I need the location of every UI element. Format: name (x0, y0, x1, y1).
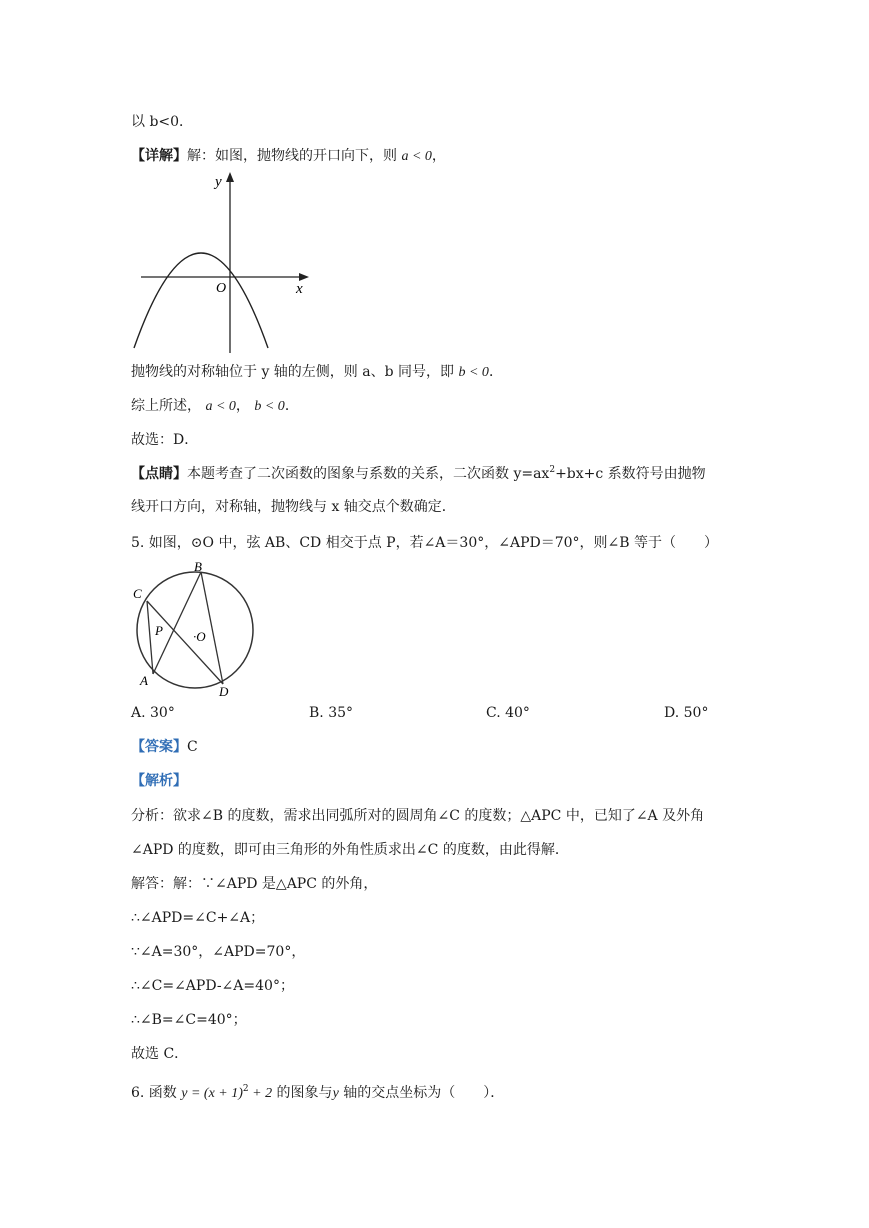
analysis-line (131, 1010, 247, 1030)
detail-tag: 【详解】 (131, 148, 187, 164)
y-axis-label: y (215, 174, 222, 190)
analysis-line (131, 874, 377, 894)
text-line (131, 497, 456, 517)
question-text: 轴的交点坐标为（ ）． (338, 1085, 505, 1101)
text-content: ． (488, 364, 503, 380)
answer-line (131, 737, 198, 757)
superscript: 2 (549, 465, 556, 475)
math-expression: y = (x + 1) (181, 1086, 243, 1101)
text-content: ∴∠APD=∠C+∠A； (131, 910, 265, 926)
option-d: D. 50° (664, 705, 709, 721)
math-expression: b < 0 (254, 399, 285, 414)
origin-label: O (216, 281, 227, 296)
option-c: C. 40° (486, 705, 530, 721)
text-content: ∠APD 的度数，即可由三角形的外角性质求出∠C 的度数，由此得解． (131, 842, 569, 858)
text-content: 故选 C． (131, 1046, 189, 1062)
analysis-tag: 【解析】 (131, 773, 187, 789)
text-content: 解：如图，抛物线的开口向下，则 (187, 148, 397, 164)
parabola-graph (131, 170, 321, 355)
text-content: 线开口方向，对称轴，抛物线与 x 轴交点个数确定． (131, 499, 456, 515)
text-line (131, 430, 198, 450)
question-5-stem (131, 533, 718, 553)
text-content: ， (431, 148, 446, 164)
tip-tag: 【点睛】 (131, 466, 187, 482)
question-text: 5. 如图，⊙O 中，弦 AB、CD 相交于点 P，若∠A＝30°，∠APD＝70°，则∠B 等于（ ） (131, 535, 718, 551)
analysis-line (131, 1044, 188, 1064)
text-content: 综上所述， (131, 398, 201, 414)
question-text: 6. 函数 (131, 1085, 177, 1101)
text-line (131, 112, 193, 132)
text-content: 故选：D． (131, 432, 199, 448)
text-content: ∴∠B=∠C=40°； (131, 1012, 247, 1028)
point-p-label: P (155, 623, 163, 638)
analysis-line (131, 840, 569, 860)
tip-line (131, 464, 706, 484)
x-axis-label: x (296, 281, 303, 297)
point-b-label: B (194, 560, 202, 574)
analysis-line (131, 942, 305, 962)
text-content: 本题考查了二次函数的图象与系数的关系，二次函数 y=ax (187, 466, 550, 482)
center-o-label: ·O (193, 629, 206, 644)
y-axis-arrow-icon (226, 172, 234, 182)
segment-bd (201, 572, 223, 684)
answer-tag: 【答案】 (131, 739, 187, 755)
math-expression: b < 0 (458, 365, 489, 380)
answer-value: C (187, 739, 198, 755)
math-expression: + 2 (248, 1086, 273, 1101)
text-content: ∴∠C=∠APD-∠A=40°； (131, 978, 294, 994)
math-expression: a < 0 (205, 399, 236, 414)
math-expression: a < 0 (401, 149, 432, 164)
text-content: +bx+c 系数符号由抛物 (555, 466, 706, 482)
question-text: 的图象与 (272, 1085, 333, 1101)
point-d-label: D (219, 684, 229, 699)
analysis-tag-line (131, 771, 187, 791)
text-content: 解答：解：∵∠APD 是△APC 的外角， (131, 876, 378, 892)
chord-cd (147, 601, 223, 684)
option-a: A. 30° (131, 705, 175, 721)
text-content: ． (284, 398, 299, 414)
circle-diagram (131, 560, 261, 700)
text-line (131, 396, 299, 417)
text-content: 抛物线的对称轴位于 y 轴的左侧，则 a、b 同号，即 (131, 364, 455, 380)
analysis-line (131, 908, 264, 928)
question-6-stem (131, 1083, 504, 1104)
analysis-line (131, 976, 294, 996)
text-content: 以 b<0． (131, 114, 194, 130)
analysis-line (131, 806, 704, 826)
text-content: 分析：欲求∠B 的度数，需求出同弧所对的圆周角∠C 的度数；△APC 中，已知了∠A 及外角 (131, 808, 705, 824)
option-b: B. 35° (309, 705, 354, 721)
superscript: 2 (242, 1084, 249, 1094)
x-axis-arrow-icon (299, 273, 309, 281)
point-a-label: A (140, 673, 148, 688)
detail-line (131, 146, 446, 167)
text-line (131, 362, 503, 383)
math-variable: y (332, 1086, 339, 1101)
point-c-label: C (133, 586, 142, 601)
text-content: ， (235, 398, 250, 414)
parabola-curve (134, 253, 268, 348)
text-content: ∵∠A=30°，∠APD=70°， (131, 944, 306, 960)
